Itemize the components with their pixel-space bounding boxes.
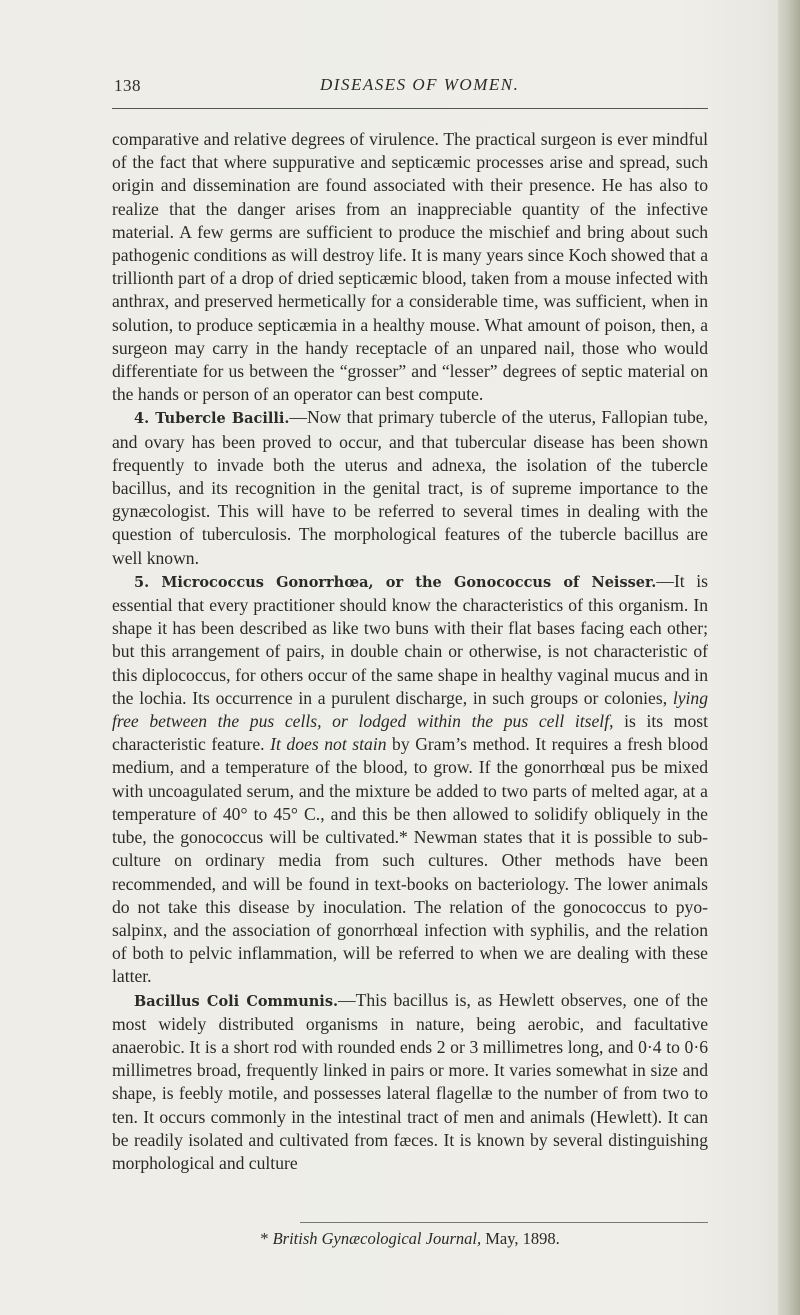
page-header xyxy=(112,74,708,109)
paragraph-1: comparative and relative degrees of virulence. The practical surgeon is ever mindful of the fact that where suppurative and septicæmic processes arise and spread, such origin and dissemination are found associated with their presence. He has also to realize that the danger arises from an inappreciable quantity of the infective material. A few germs are sufficient to produce the mischief and bring about such pathogenic conditions as will destroy life. It is many years since Koch showed that a trillionth part of a drop of dried septicæmic blood, taken from a mouse infected with anthrax, and preserved hermetically for a considerable time, was sufficient, when in solution, to produce septicæmia in a healthy mouse. What amount of poison, then, a surgeon may carry in the handy receptacle of an unpared nail, those who would differentiate for us between the “grosser” and “lesser” degrees of septic material on the hands or person of an operator can best compute. xyxy=(112,129,708,405)
section-heading: 4. Tubercle Bacilli. xyxy=(134,410,290,428)
page-edge-shadow xyxy=(778,0,800,1315)
footnote: * British Gynæcological Journal, May, 1898. xyxy=(260,1229,560,1248)
paragraph-gonococcus: 5. Micrococcus Gonorrhœa, or the Gonococcus of Neisser.—It is essential that every practitioner should know the characteristics of this organism. In shape it has been described as like two buns with their flat bases facing each other; but this arrangement of pairs, in double chain or otherwise, is not characteristic of this diplococcus, for others occur of the same shape in healthy vaginal mucus and in the lochia. Its occurrence in a purulent discharge, in such groups or colonies, lying free between the pus cells, or lodged within the pus cell itself, is its most characteristic feature. It does not stain by Gram’s method. It requires a fresh blood medium, and a temperature of the blood, to grow. If the gonorrhœal pus be mixed with uncoagulated serum, and the mixture be added to two parts of melted agar, at a temperature of 40° to 45° C., and this be then allowed to solidify obliquely in the tube, the gonococcus will be cultivated.* Newman states that it is possible to sub-culture on ordinary media from such cultures. Other methods have been recommended, and will be found in text-books on bacteriology. The lower animals do not take this disease by inoculation. The relation of the gonococcus to pyo-salpinx, and the association of gonorrhœal infection with syphilis, and the relation of both to pelvic inflammation, will be referred to when we are dealing with these latter. xyxy=(112,570,709,987)
paragraph-bacillus-coli: Bacillus Coli Communis.—This bacillus is, as Hewlett observes, one of the most widely distributed organisms in nature, being aerobic, and facultative anaerobic. It is a short rod with rounded ends 2 or 3 millimetres long, and 0·4 to 0·6 millimetres broad, frequently linked in pairs or more. It varies somewhat in size and shape, is feebly motile, and possesses lateral flagellæ to the number of from two to ten. It occurs commonly in the intestinal tract of men and animals (Hewlett). It can be readily isolated and cultivated from fæces. It is known by several distinguishing morphological and culture xyxy=(112,989,708,1173)
page-number: 138 xyxy=(114,76,141,95)
paragraph-tubercle-bacilli: 4. Tubercle Bacilli.—Now that primary tubercle of the uterus, Fallopian tube, and ovary has been proved to occur, and that tubercular disease has been shown frequently to invade both the uterus and adnexa, the isolation of the tubercle bacillus, and its recognition in the genital tract, is of supreme importance to the gynæcologist. This will have to be referred to several times in dealing with the question of tuberculosis. The morphological features of the tubercle bacillus are well known. xyxy=(112,407,708,568)
footnote-rule xyxy=(300,1222,708,1223)
body-text xyxy=(112,128,708,1175)
section-heading: Bacillus Coli Communis. xyxy=(134,992,339,1010)
running-title: DISEASES OF WOMEN. xyxy=(320,75,520,94)
section-heading: 5. Micrococcus Gonorrhœa, or the Gonococcus of Neisser. xyxy=(134,573,657,591)
